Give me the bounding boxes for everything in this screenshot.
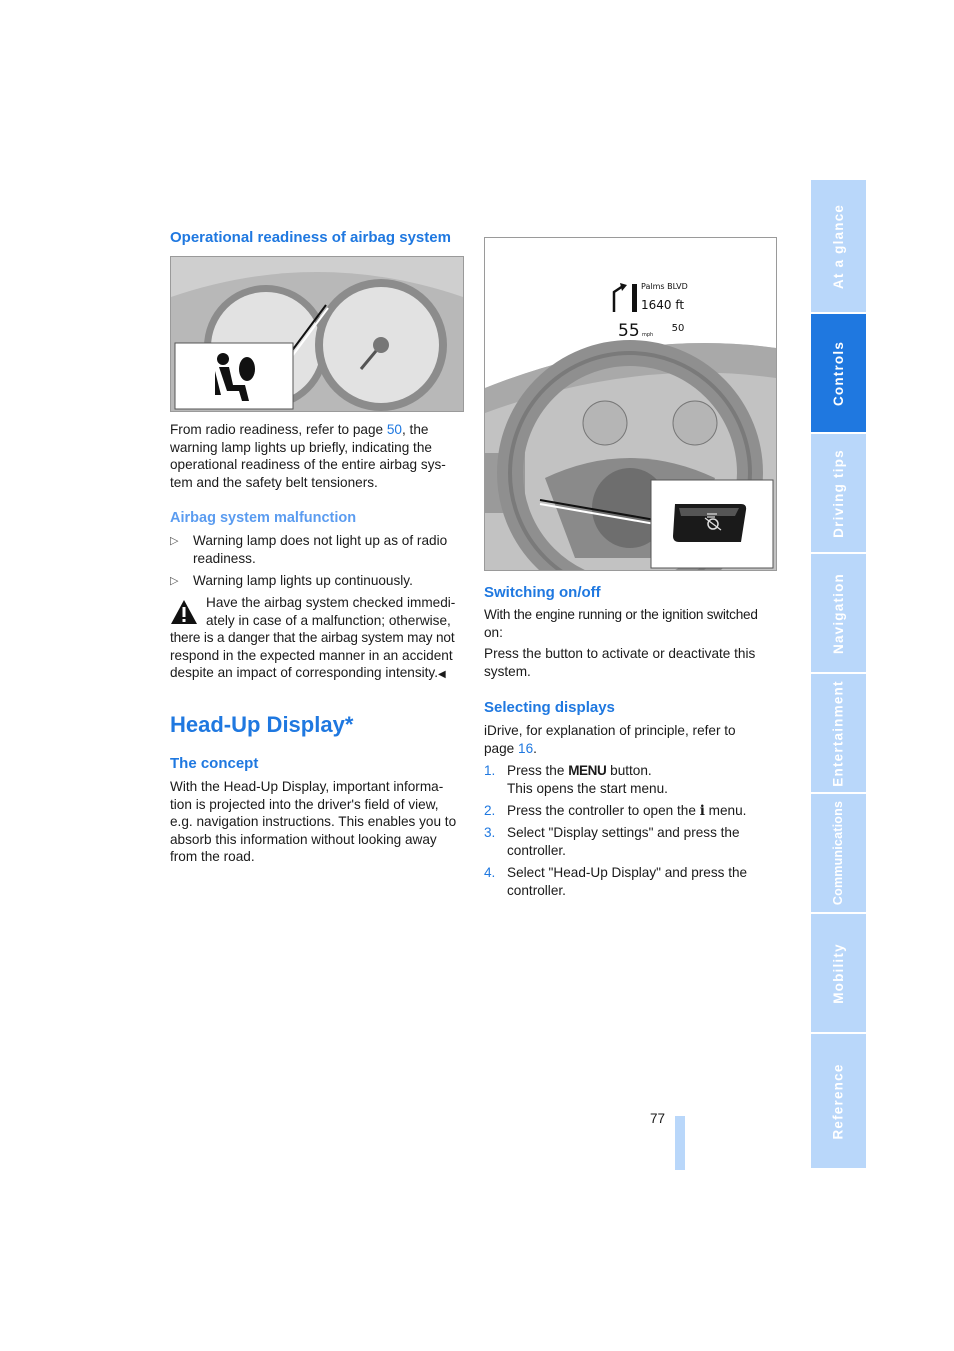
bullet-triangle-icon: ▷ <box>170 575 179 587</box>
menu-key-icon: MENU <box>568 763 607 778</box>
tab-communications[interactable]: Communications <box>811 794 866 912</box>
end-mark-icon: ◀ <box>438 669 446 681</box>
hud-figure <box>484 237 777 571</box>
paragraph-concept: With the Head-Up Display, important informa- tion is projected into the driver's field of view, e.g. navigation instructions. This enables you to absorb this information without looking away from the road. <box>170 779 457 865</box>
hud-speed-limit: 50 <box>671 323 685 334</box>
airbag-figure <box>170 256 464 412</box>
step-number: 3. <box>484 825 496 840</box>
airbag-icon <box>209 351 261 405</box>
step-number: 1. <box>484 763 496 778</box>
tab-controls[interactable]: Controls <box>811 314 866 432</box>
tab-navigation[interactable]: Navigation <box>811 554 866 672</box>
page-link-50[interactable]: 50 <box>386 422 402 437</box>
tab-mobility[interactable]: Mobility <box>811 914 866 1032</box>
subheading-airbag-malfunction: Airbag system malfunction <box>170 510 357 526</box>
tab-at-a-glance[interactable]: At a glance <box>811 180 866 312</box>
section-heading-airbag: Operational readiness of airbag system <box>170 229 451 246</box>
list-item: 4. Select "Head-Up Display" and press the controller. <box>484 865 748 898</box>
list-item: ▷ Warning lamp does not light up as of radio readiness. <box>170 533 448 566</box>
info-i-icon: i <box>699 803 705 819</box>
tab-reference[interactable]: Reference <box>811 1034 866 1168</box>
page-marker-bar <box>675 1116 685 1170</box>
page-title: Head-Up Display* <box>170 712 354 737</box>
bullet-triangle-icon: ▷ <box>170 535 179 547</box>
subheading-selecting: Selecting displays <box>484 699 615 716</box>
hud-navigation-readout <box>611 278 731 342</box>
warning-note: Have the airbag system checked immedi- ately in case of a malfunction; otherwise, there is a danger that the airbag system may not respond in the expected manner in an accident despite an impact of corresponding intensity.◀ <box>170 595 456 681</box>
paragraph-radio-readiness: From radio readiness, refer to page 50, the warning lamp lights up briefly, indicating the operational readiness of the entire airbag sys- tem and the safety belt tensioners. <box>170 422 446 490</box>
subheading-switching: Switching on/off <box>484 584 601 601</box>
subheading-the-concept: The concept <box>170 755 259 772</box>
step-number: 4. <box>484 865 496 880</box>
paragraph-selecting: iDrive, for explanation of principle, refer to page 16. <box>484 723 736 756</box>
distance-bar-icon <box>632 284 637 312</box>
step-number: 2. <box>484 803 496 818</box>
hud-distance: 1640 ft <box>641 298 685 312</box>
list-item: 1. Press the MENU button. This opens the start menu. <box>484 763 668 796</box>
list-item: 2. Press the controller to open the i menu. <box>484 803 747 819</box>
list-item: 3. Select "Display settings" and press the controller. <box>484 825 740 858</box>
tab-driving-tips[interactable]: Driving tips <box>811 434 866 552</box>
tab-entertainment[interactable]: Entertainment <box>811 674 866 792</box>
hud-button-icon <box>669 502 749 546</box>
hud-speed-unit: mph <box>642 332 654 338</box>
hud-speed: 55 <box>618 321 640 341</box>
hud-street-name: Palms BLVD <box>641 282 688 291</box>
paragraph-switching: With the engine running or the ignition switched on: Press the button to activate or deactivate this system. <box>484 607 758 679</box>
list-item: ▷ Warning lamp lights up continuously. <box>170 572 470 590</box>
turn-arrow-icon <box>611 282 629 312</box>
page-number: 77 <box>650 1111 666 1126</box>
page-link-16[interactable]: 16 <box>518 740 534 756</box>
